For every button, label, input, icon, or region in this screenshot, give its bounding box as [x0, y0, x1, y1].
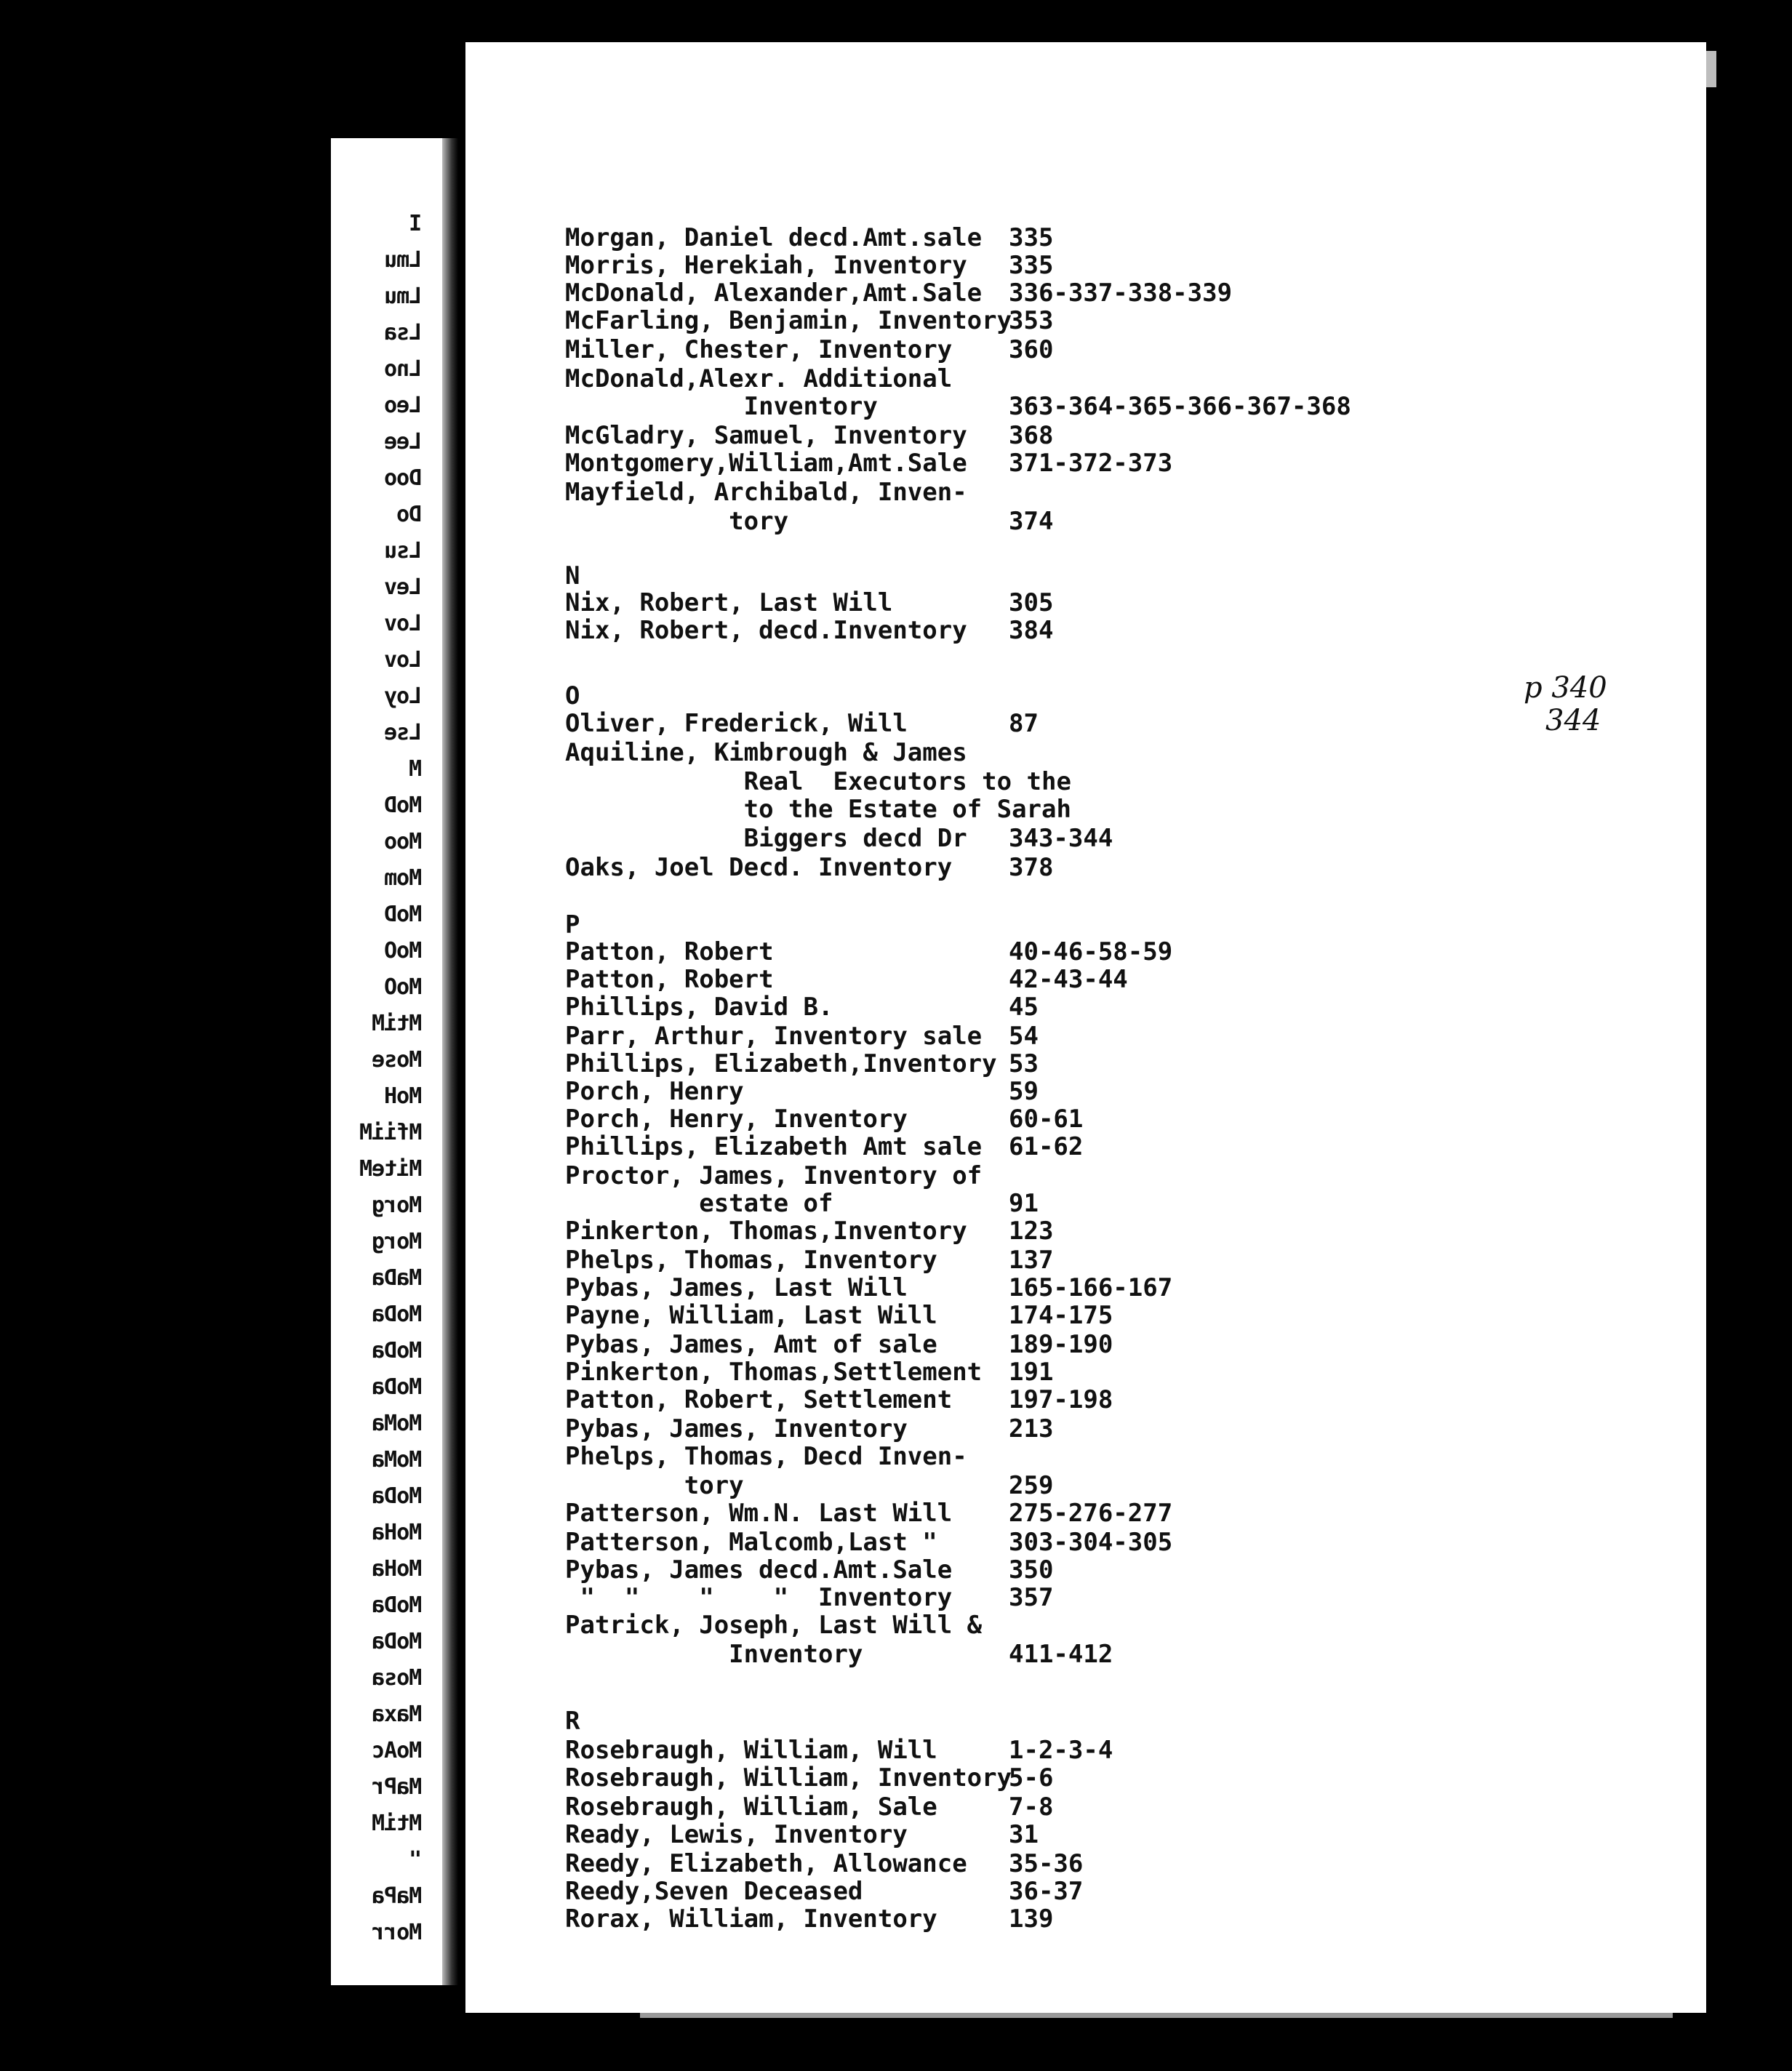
entry-name: Phillips, David B. — [565, 993, 833, 1022]
entry-pages: 335 — [1009, 223, 1054, 252]
entry-name: Nix, Robert, Last Will — [565, 588, 893, 617]
bleed-fragment: MoH — [384, 1083, 422, 1109]
entry-pages: 42-43-44 — [1009, 965, 1128, 994]
bleed-fragment: MaDa — [372, 1265, 422, 1291]
entry-name: Aquiline, Kimbrough & James — [565, 738, 967, 767]
bleed-fragment: Lov — [384, 611, 422, 636]
bleed-fragment: MoHa — [372, 1520, 422, 1545]
bleed-fragment: MoHa — [372, 1556, 422, 1582]
bleed-fragment: Lse — [384, 720, 422, 745]
entry-pages: 87 — [1009, 709, 1039, 738]
entry-pages: 411-412 — [1009, 1640, 1113, 1669]
bleed-fragment: MaPr — [372, 1774, 422, 1800]
entry-name: estate of — [565, 1189, 833, 1218]
entry-name: Patton, Robert, Settlement — [565, 1385, 953, 1414]
entry-name: Ready, Lewis, Inventory — [565, 1820, 908, 1849]
bleed-fragment: MoO — [384, 938, 422, 964]
bleed-fragment: Lee — [384, 429, 422, 454]
entry-name: Pybas, James, Amt of sale — [565, 1330, 937, 1359]
entry-pages: 275-276-277 — [1009, 1499, 1173, 1528]
bleed-fragment: Lsu — [384, 538, 422, 564]
handwritten-note-line1: p 340 — [1524, 671, 1607, 705]
entry-pages: 213 — [1009, 1414, 1054, 1443]
entry-pages: 45 — [1009, 993, 1039, 1022]
bleed-fragment: MoD — [384, 793, 422, 818]
entry-name: Patterson, Wm.N. Last Will — [565, 1499, 953, 1528]
bleed-fragment: Lno — [384, 356, 422, 382]
entry-pages: 54 — [1009, 1022, 1039, 1051]
bleed-fragment: I — [409, 211, 422, 236]
bleed-fragment: MtiM — [372, 1811, 422, 1836]
bleed-fragment: M — [409, 756, 422, 782]
entry-pages: 335 — [1009, 251, 1054, 280]
bleed-fragment: Lov — [384, 647, 422, 673]
bleed-fragment: MfiiM — [359, 1120, 422, 1145]
entry-name: Parr, Arthur, Inventory sale — [565, 1022, 983, 1051]
entry-name: Phelps, Thomas, Inventory — [565, 1246, 937, 1275]
bleed-fragment: Lmu — [384, 247, 422, 273]
entry-pages: 350 — [1009, 1555, 1054, 1585]
entry-pages: 31 — [1009, 1820, 1039, 1849]
entry-name: Inventory — [565, 392, 878, 421]
entry-name: McDonald, Alexander,Amt.Sale — [565, 279, 983, 308]
entry-pages: 197-198 — [1009, 1385, 1113, 1414]
entry-pages: 374 — [1009, 507, 1054, 536]
entry-pages: 343-344 — [1009, 824, 1113, 853]
bleed-fragment: MoD — [384, 902, 422, 927]
entry-name: McDonald,Alexr. Additional — [565, 364, 953, 393]
entry-pages: 59 — [1009, 1077, 1039, 1106]
bleed-fragment: Lsa — [384, 320, 422, 345]
entry-name: Nix, Robert, decd.Inventory — [565, 616, 967, 645]
entry-pages: 53 — [1009, 1049, 1039, 1078]
entry-pages: 35-36 — [1009, 1849, 1084, 1878]
entry-pages: 165-166-167 — [1009, 1273, 1173, 1302]
entry-pages: 336-337-338-339 — [1009, 279, 1233, 308]
entry-pages: 303-304-305 — [1009, 1528, 1173, 1557]
entry-name: Pybas, James, Last Will — [565, 1273, 908, 1302]
entry-pages: 139 — [1009, 1904, 1054, 1934]
entry-name: Patton, Robert — [565, 965, 774, 994]
bleed-fragment: MoDa — [372, 1629, 422, 1654]
entry-name: Patton, Robert — [565, 937, 774, 966]
entry-name: Porch, Henry — [565, 1077, 744, 1106]
entry-name: tory — [565, 1471, 744, 1500]
bleed-fragment: Maxa — [372, 1702, 422, 1727]
entry-name: Rosebraugh, William, Will — [565, 1736, 937, 1765]
entry-name: Oaks, Joel Decd. Inventory — [565, 853, 953, 882]
entry-name: Mayfield, Archibald, Inven- — [565, 478, 967, 507]
bleed-fragment: Leo — [384, 393, 422, 418]
bleed-fragment: Lev — [384, 574, 422, 600]
entry-name: O — [565, 681, 580, 710]
entry-pages: 36-37 — [1009, 1877, 1084, 1906]
entry-name: P — [565, 910, 580, 940]
entry-pages: 368 — [1009, 421, 1054, 450]
entry-pages: 1-2-3-4 — [1009, 1736, 1113, 1765]
bleed-fragment: MoDa — [372, 1593, 422, 1618]
bleed-fragment: Moo — [384, 829, 422, 854]
bleed-fragment: Morr — [372, 1920, 422, 1945]
bleed-fragment: MoDa — [372, 1338, 422, 1363]
entry-name: Patrick, Joseph, Last Will & — [565, 1611, 983, 1640]
entry-pages: 137 — [1009, 1246, 1054, 1275]
bleed-fragment: MoMa — [372, 1411, 422, 1436]
entry-name: N — [565, 561, 580, 590]
entry-name: Rosebraugh, William, Sale — [565, 1792, 937, 1822]
bleed-fragment: MoDa — [372, 1374, 422, 1400]
entry-name: Reedy,Seven Deceased — [565, 1877, 863, 1906]
entry-name: Patterson, Malcomb,Last " — [565, 1528, 937, 1557]
bleed-fragment: Loy — [384, 684, 422, 709]
bleed-fragment: " — [409, 1847, 422, 1872]
entry-name: Miller, Chester, Inventory — [565, 335, 953, 364]
entry-name: Morris, Herekiah, Inventory — [565, 251, 967, 280]
bleed-fragment: Doo — [384, 465, 422, 491]
entry-name: Phelps, Thomas, Decd Inven- — [565, 1442, 967, 1471]
entry-name: Pinkerton, Thomas,Inventory — [565, 1217, 967, 1246]
entry-name: McFarling, Benjamin, Inventory — [565, 306, 1012, 335]
entry-name: Morgan, Daniel decd.Amt.sale — [565, 223, 983, 252]
entry-name: Proctor, James, Inventory of — [565, 1161, 983, 1190]
entry-name: Inventory — [565, 1640, 863, 1669]
entry-pages: 5-6 — [1009, 1763, 1054, 1792]
entry-name: Porch, Henry, Inventory — [565, 1105, 908, 1134]
entry-pages: 123 — [1009, 1217, 1054, 1246]
entry-pages: 174-175 — [1009, 1301, 1113, 1330]
entry-name: Phillips, Elizabeth Amt sale — [565, 1132, 983, 1161]
bleed-fragment: MaPa — [372, 1883, 422, 1909]
entry-pages: 305 — [1009, 588, 1054, 617]
entry-pages: 357 — [1009, 1583, 1054, 1612]
entry-name: to the Estate of Sarah — [565, 795, 1071, 824]
entry-name: Rorax, William, Inventory — [565, 1904, 937, 1934]
entry-name: Oliver, Frederick, Will — [565, 709, 908, 738]
adjacent-page-bleed — [331, 138, 458, 1985]
bleed-fragment: MoAc — [372, 1738, 422, 1763]
entry-pages: 61-62 — [1009, 1132, 1084, 1161]
bleed-fragment: MtiM — [372, 1011, 422, 1036]
entry-pages: 353 — [1009, 306, 1054, 335]
entry-name: R — [565, 1707, 580, 1736]
bleed-fragment: Morg — [372, 1193, 422, 1218]
entry-name: Rosebraugh, William, Inventory — [565, 1763, 1012, 1792]
entry-pages: 189-190 — [1009, 1330, 1113, 1359]
entry-pages: 360 — [1009, 335, 1054, 364]
entry-pages: 378 — [1009, 853, 1054, 882]
entry-pages: 384 — [1009, 616, 1054, 645]
entry-pages: 40-46-58-59 — [1009, 937, 1173, 966]
bleed-fragment: Mose — [372, 1047, 422, 1073]
entry-pages: 7-8 — [1009, 1792, 1054, 1822]
entry-name: Pinkerton, Thomas,Settlement — [565, 1358, 983, 1387]
bleed-fragment: MoMa — [372, 1447, 422, 1473]
entry-name: Pybas, James, Inventory — [565, 1414, 908, 1443]
bleed-fragment: Morg — [372, 1229, 422, 1254]
entry-name: Real Executors to the — [565, 767, 1071, 796]
entry-name: McGladry, Samuel, Inventory — [565, 421, 967, 450]
bleed-fragment: MoDa — [372, 1483, 422, 1509]
bleed-fragment: MiteM — [359, 1156, 422, 1182]
entry-name: Pybas, James decd.Amt.Sale — [565, 1555, 953, 1585]
entry-name: " " " " Inventory — [565, 1583, 953, 1612]
entry-pages: 191 — [1009, 1358, 1054, 1387]
bleed-fragment: Mosa — [372, 1665, 422, 1691]
page-edge-shadow — [442, 138, 458, 1985]
entry-pages: 363-364-365-366-367-368 — [1009, 392, 1351, 421]
entry-name: Phillips, Elizabeth,Inventory — [565, 1049, 997, 1078]
entry-pages: 371-372-373 — [1009, 449, 1173, 478]
bleed-fragment: Mom — [384, 865, 422, 891]
bleed-text-column — [331, 138, 422, 1985]
bleed-fragment: Lmu — [384, 284, 422, 309]
entry-pages: 60-61 — [1009, 1105, 1084, 1134]
entry-pages: 259 — [1009, 1471, 1054, 1500]
entry-name: Payne, William, Last Will — [565, 1301, 937, 1330]
entry-name: Biggers decd Dr — [565, 824, 967, 853]
entry-name: tory — [565, 507, 789, 536]
bleed-fragment: MoDa — [372, 1302, 422, 1327]
bleed-fragment: Do — [396, 502, 422, 527]
handwritten-note-line2: 344 — [1545, 704, 1601, 737]
index-page — [465, 42, 1706, 2013]
entry-name: Montgomery,William,Amt.Sale — [565, 449, 967, 478]
entry-name: Reedy, Elizabeth, Allowance — [565, 1849, 967, 1878]
entry-pages: 91 — [1009, 1189, 1039, 1218]
bleed-fragment: MoO — [384, 974, 422, 1000]
